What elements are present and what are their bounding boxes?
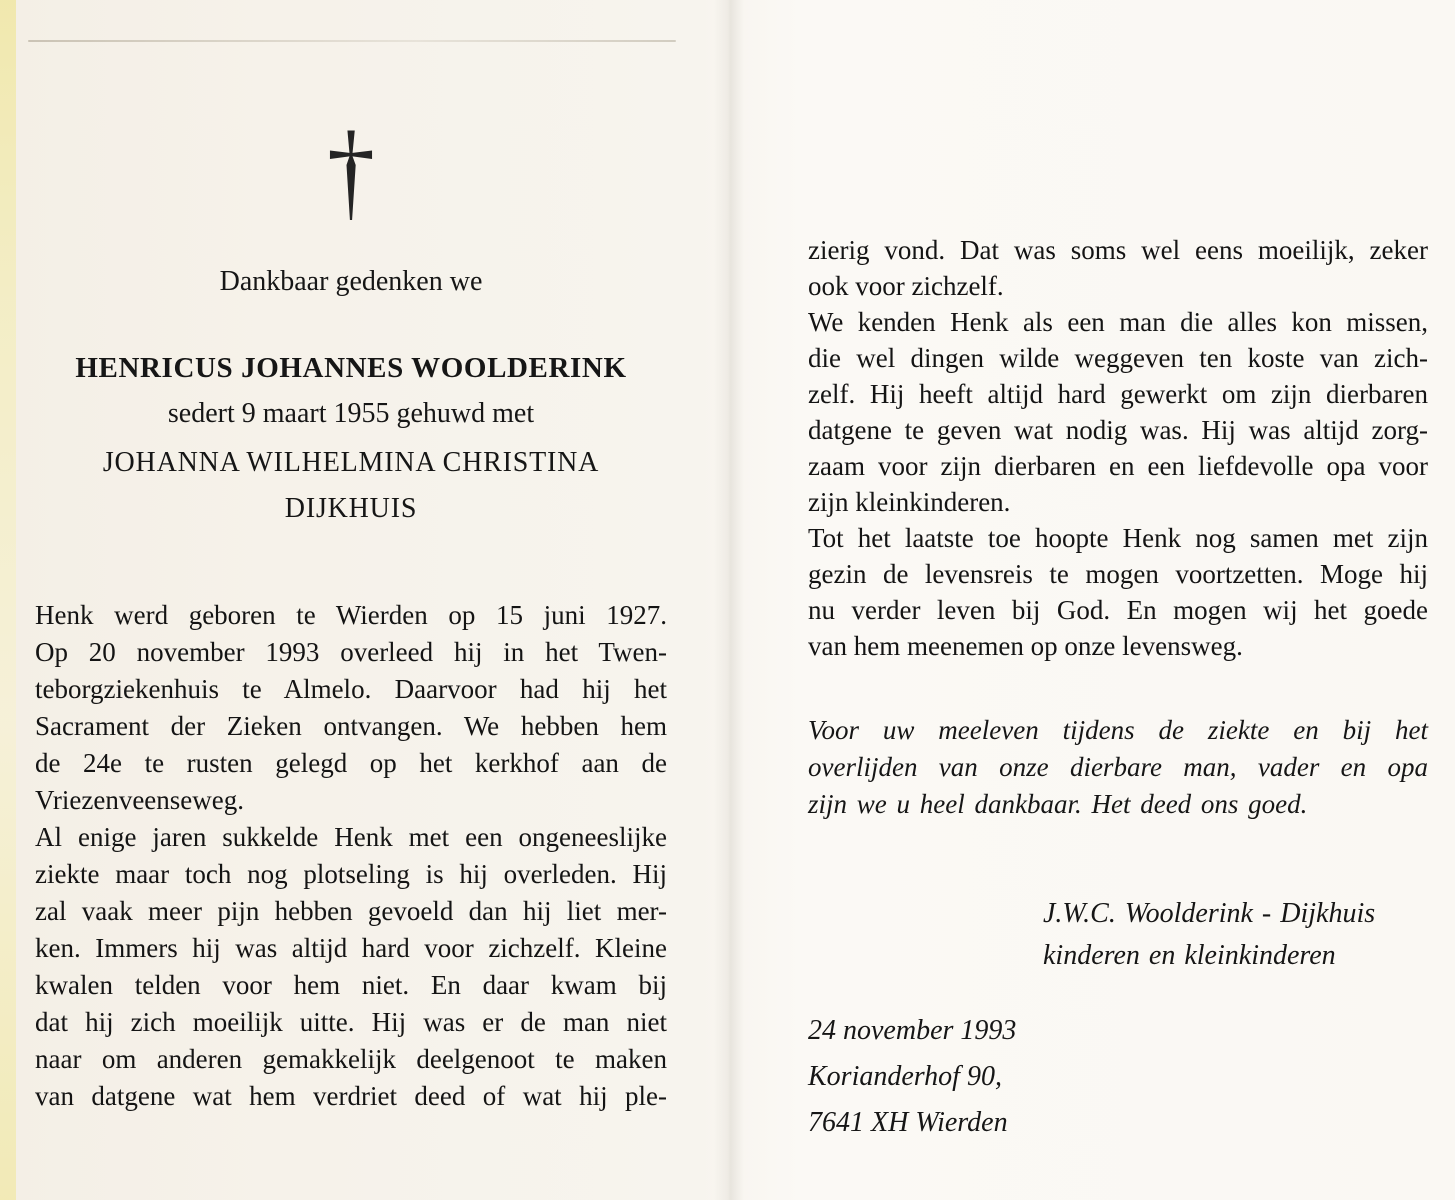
right-body-line: gezin de levensreis te mogen voortzetten. Moge hij	[808, 559, 1428, 589]
right-body-line: zelf. Hij heeft altijd hard gewerkt om zijn dierbaren	[808, 379, 1428, 409]
date-address-block	[808, 1008, 1428, 1146]
left-body-line: ziekte maar toch nog plotseling is hij overleden. Hij	[35, 859, 667, 889]
thanks-line: zijn we u heel dankbaar. Het deed ons goed.	[808, 789, 1308, 819]
right-body-line: zaam voor zijn dierbaren en een liefdevolle opa voor	[808, 451, 1428, 481]
thanks-paragraph	[808, 712, 1428, 823]
left-body-line: naar om anderen gemakkelijk deelgenoot te maken	[35, 1044, 667, 1074]
right-body-line: We kenden Henk als een man die alles kon missen,	[808, 307, 1428, 337]
cross-icon: †	[327, 107, 375, 231]
thanks-line: Voor uw meeleven tijdens de ziekte en bij het	[808, 715, 1428, 745]
left-body-line: Sacrament der Zieken ontvangen. We hebben hem	[35, 711, 667, 741]
intro-text: Dankbaar gedenken we	[219, 266, 483, 297]
left-body-line: ken. Immers hij was altijd hard voor zichzelf. Kleine	[35, 933, 667, 963]
address-line: 7641 XH Wierden	[808, 1107, 1008, 1138]
right-body-line: datgene te geven wat nodig was. Hij was altijd zorg-	[808, 415, 1428, 445]
signature-line: J.W.C. Woolderink - Dijkhuis	[1043, 898, 1376, 929]
thanks-line: overlijden van onze dierbare man, vader en opa	[808, 752, 1428, 782]
marriage-line: sedert 9 maart 1955 gehuwd met	[167, 398, 535, 429]
spouse-name-line-2: DIJKHUIS	[284, 493, 418, 524]
right-body-line: Tot het laatste toe hoopte Henk nog samen met zijn	[808, 523, 1428, 553]
left-body-line: teborgziekenhuis te Almelo. Daarvoor had hij het	[35, 674, 667, 704]
signature-line: kinderen en kleinkinderen	[1043, 940, 1336, 971]
left-body-line: Al enige jaren sukkelde Henk met een ongeneeslijke	[35, 822, 667, 852]
left-body	[35, 597, 667, 1115]
left-body-line: de 24e te rusten gelegd op het kerkhof aan de	[35, 748, 667, 778]
left-body-line: Vriezenveenseweg.	[35, 785, 245, 815]
right-body-line: zierig vond. Dat was soms wel eens moeilijk, zeker	[808, 235, 1428, 265]
left-body-line: Henk werd geboren te Wierden op 15 juni 1927.	[35, 600, 667, 630]
right-body-line: nu verder leven bij God. En mogen wij het goede	[808, 595, 1428, 625]
deceased-name: HENRICUS JOHANNES WOOLDERINK	[75, 352, 627, 384]
scan-edge	[0, 0, 16, 1200]
signature-block	[1043, 893, 1433, 977]
right-body-line: zijn kleinkinderen.	[808, 487, 1011, 517]
scan-artifact-line	[28, 40, 676, 42]
right-body-line: die wel dingen wilde weggeven ten koste van zich-	[808, 343, 1428, 373]
address-line: Korianderhof 90,	[808, 1061, 1002, 1092]
right-body-line: van hem meenemen op onze levensweg.	[808, 631, 1243, 661]
spouse-name-line-1: JOHANNA WILHELMINA CHRISTINA	[102, 447, 600, 478]
left-body-line: van datgene wat hem verdriet deed of wat hij ple-	[35, 1081, 667, 1111]
left-body-line: dat hij zich moeilijk uitte. Hij was er de man niet	[35, 1007, 667, 1037]
left-body-line: Op 20 november 1993 overleed hij in het Twen-	[35, 637, 667, 667]
date-line: 24 november 1993	[808, 1015, 1017, 1046]
left-body-line: kwalen telden voor hem niet. En daar kwam bij	[35, 970, 667, 1000]
left-body-line: zal vaak meer pijn hebben gevoeld dan hij liet mer-	[35, 896, 667, 926]
page-fold	[714, 0, 744, 1200]
right-body-line: ook voor zichzelf.	[808, 271, 1004, 301]
right-body	[808, 232, 1428, 664]
